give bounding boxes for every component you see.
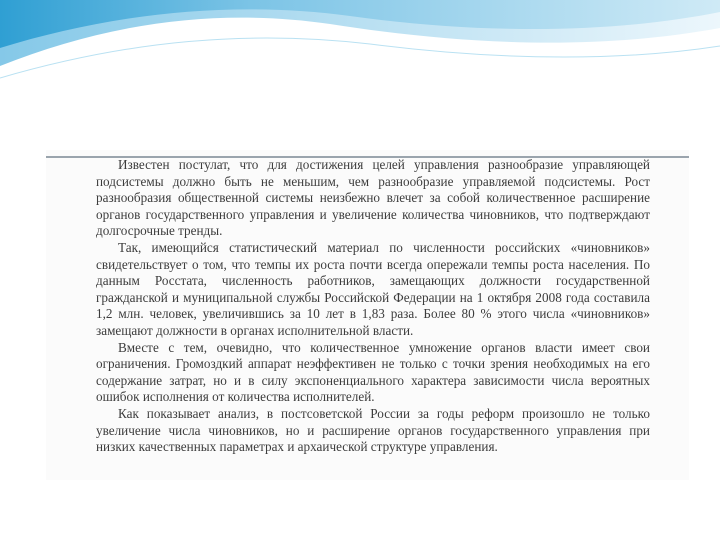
- paragraph-3: Вместе с тем, очевидно, что количественное умножение органов власти имеет свои ограничения. Громоздкий аппарат неэффективен не только с точки зрения необходимых на его содержание затрат, но и в силу экспоненциального характера зависимости числа вероятных ошибок исполнения от количества исполнителей.: [96, 339, 650, 405]
- paragraph-2: Так, имеющийся статистический материал по численности российских «чиновников» свидетельствует о том, что темпы их роста почти всегда опережали темпы роста населения. По данным Росстата, численность работников, замещающих должности государственной гражданской и муниципальной службы Российской Федерации на 1 октября 2008 года составила 1,2 млн. человек, увеличившись за 10 лет в 1,83 раза. Более 80 % этого числа «чиновников» замещают должности в органах исполнительной власти.: [96, 239, 650, 338]
- document-text-block: [96, 157, 650, 456]
- paragraph-1: Известен постулат, что для достижения целей управления разнообразие управляющей подсистемы должно быть не меньшим, чем разнообразие управляемой подсистемы. Рост разнообразия общественной системы неизбежно влечет за собой количественное расширение органов государственного управления и увеличение количества чиновников, что подтверждают долгосрочные тренды.: [96, 157, 650, 239]
- paragraph-4: Как показывает анализ, в постсоветской России за годы реформ произошло не только увеличение числа чиновников, но и расширение органов государственного управления при низких качественных параметрах и архаической структуре управления.: [96, 405, 650, 455]
- wave-thin-line: [0, 38, 720, 78]
- header-wave-decoration: [0, 0, 720, 90]
